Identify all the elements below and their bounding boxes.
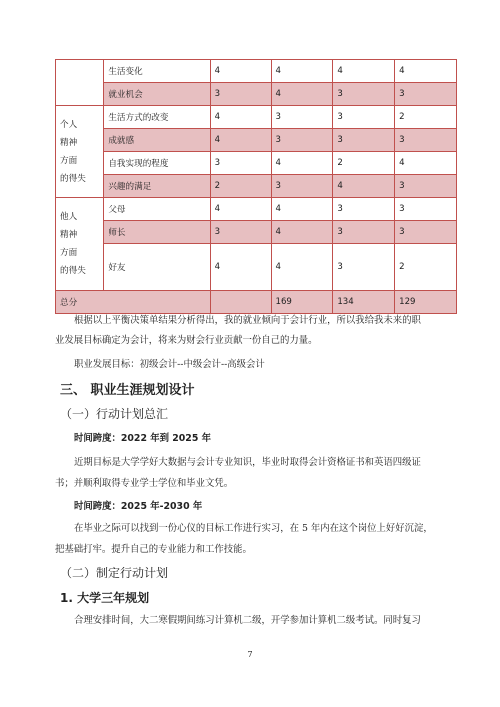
category-line: 的得失 <box>60 173 86 184</box>
total-score-cell: 129 <box>395 291 457 314</box>
score-cell: 3 <box>271 106 333 129</box>
category-line: 方面 <box>60 248 78 258</box>
score-cell: 4 <box>271 60 333 83</box>
subsection-heading: （一）行动计划总汇 <box>60 407 169 421</box>
item-cell: 生活变化 <box>104 60 210 83</box>
score-cell: 4 <box>271 152 333 175</box>
item-cell: 生活方式的改变 <box>104 106 210 129</box>
paragraph-line: 把基础打牢。提升自己的专业能力和工作技能。 <box>55 544 252 555</box>
time-span-label: 时间跨度：2025 年-2030 年 <box>74 501 203 512</box>
category-cell <box>56 198 104 291</box>
table-row <box>56 129 457 152</box>
item-cell: 就业机会 <box>104 83 210 106</box>
score-cell: 3 <box>210 152 271 175</box>
score-cell: 4 <box>333 60 395 83</box>
total-label: 总分 <box>56 291 211 314</box>
score-cell: 3 <box>395 221 457 244</box>
score-cell: 3 <box>395 175 457 198</box>
category-cell <box>56 106 104 198</box>
score-cell: 3 <box>333 106 395 129</box>
score-cell: 3 <box>333 83 395 106</box>
paragraph-line: 近期目标是大学学好大数据与会计专业知识，毕业时取得会计资格证书和英语四级证 <box>74 457 421 468</box>
score-cell: 3 <box>395 129 457 152</box>
category-line: 他人 <box>60 212 78 222</box>
score-cell: 4 <box>333 175 395 198</box>
table-row <box>56 60 457 83</box>
score-cell: 4 <box>210 198 271 221</box>
score-cell: 3 <box>271 175 333 198</box>
score-cell: 4 <box>271 244 333 291</box>
score-cell: 3 <box>210 83 271 106</box>
score-cell: 3 <box>395 83 457 106</box>
category-cell <box>56 60 104 106</box>
category-line: 的得失 <box>60 266 86 276</box>
paragraph-line: 在毕业之际可以找到一份心仪的目标工作进行实习，在 5 年内在这个岗位上好好沉淀， <box>74 523 433 534</box>
paragraph: 职业发展目标：初级会计--中级会计--高级会计 <box>74 359 265 370</box>
score-cell: 4 <box>271 198 333 221</box>
score-cell: 4 <box>395 60 457 83</box>
category-line: 精神 <box>60 137 78 148</box>
category-line: 精神 <box>60 230 78 240</box>
table-row <box>56 198 457 221</box>
paragraph-line: 书；并顺利取得专业学士学位和毕业文凭。 <box>55 478 234 489</box>
decision-table <box>55 59 457 314</box>
category-line: 个人 <box>60 119 78 130</box>
item-cell: 父母 <box>104 198 210 221</box>
section-heading: 三、 职业生涯规划设计 <box>60 383 195 398</box>
score-cell: 3 <box>333 198 395 221</box>
paragraph-line: 合理安排时间，大二寒假期间练习计算机二级，开学参加计算机二级考试。同时复习 <box>74 615 421 626</box>
score-cell: 3 <box>271 129 333 152</box>
table-row <box>56 221 457 244</box>
item-cell: 好友 <box>104 244 210 291</box>
score-cell: 4 <box>271 221 333 244</box>
paragraph-line: 业发展目标确定为会计，将来为财会行业贡献一份自己的力量。 <box>55 335 318 346</box>
score-cell: 4 <box>210 129 271 152</box>
table-row <box>56 244 457 291</box>
score-cell: 3 <box>333 244 395 291</box>
paragraph-line: 根据以上平衡决策单结果分析得出，我的就业倾向于会计行业，所以我给我未来的职 <box>74 315 421 326</box>
score-cell: 4 <box>210 244 271 291</box>
item-cell: 自我实现的程度 <box>104 152 210 175</box>
score-cell: 3 <box>333 221 395 244</box>
score-cell: 3 <box>210 221 271 244</box>
table-row <box>56 106 457 129</box>
score-cell: 3 <box>333 129 395 152</box>
score-cell: 4 <box>210 60 271 83</box>
table-row <box>56 83 457 106</box>
page-number: 7 <box>247 650 253 659</box>
score-cell: 2 <box>210 175 271 198</box>
score-cell: 2 <box>395 106 457 129</box>
score-cell: 2 <box>395 244 457 291</box>
score-cell: 4 <box>210 106 271 129</box>
subsection-heading: （二）制定行动计划 <box>60 566 169 580</box>
table-row <box>56 175 457 198</box>
subheading: 1. 大学三年规划 <box>60 591 150 605</box>
item-cell: 成就感 <box>104 129 210 152</box>
table-row <box>56 152 457 175</box>
item-cell: 师长 <box>104 221 210 244</box>
score-cell: 2 <box>333 152 395 175</box>
score-cell: 4 <box>395 152 457 175</box>
time-span-label: 时间跨度：2022 年到 2025 年 <box>74 433 211 444</box>
item-cell: 兴趣的满足 <box>104 175 210 198</box>
score-cell: 4 <box>271 83 333 106</box>
total-score-cell: 169 <box>271 291 333 314</box>
category-line: 方面 <box>60 155 78 166</box>
score-cell: 3 <box>395 198 457 221</box>
total-score-cell: 134 <box>333 291 395 314</box>
